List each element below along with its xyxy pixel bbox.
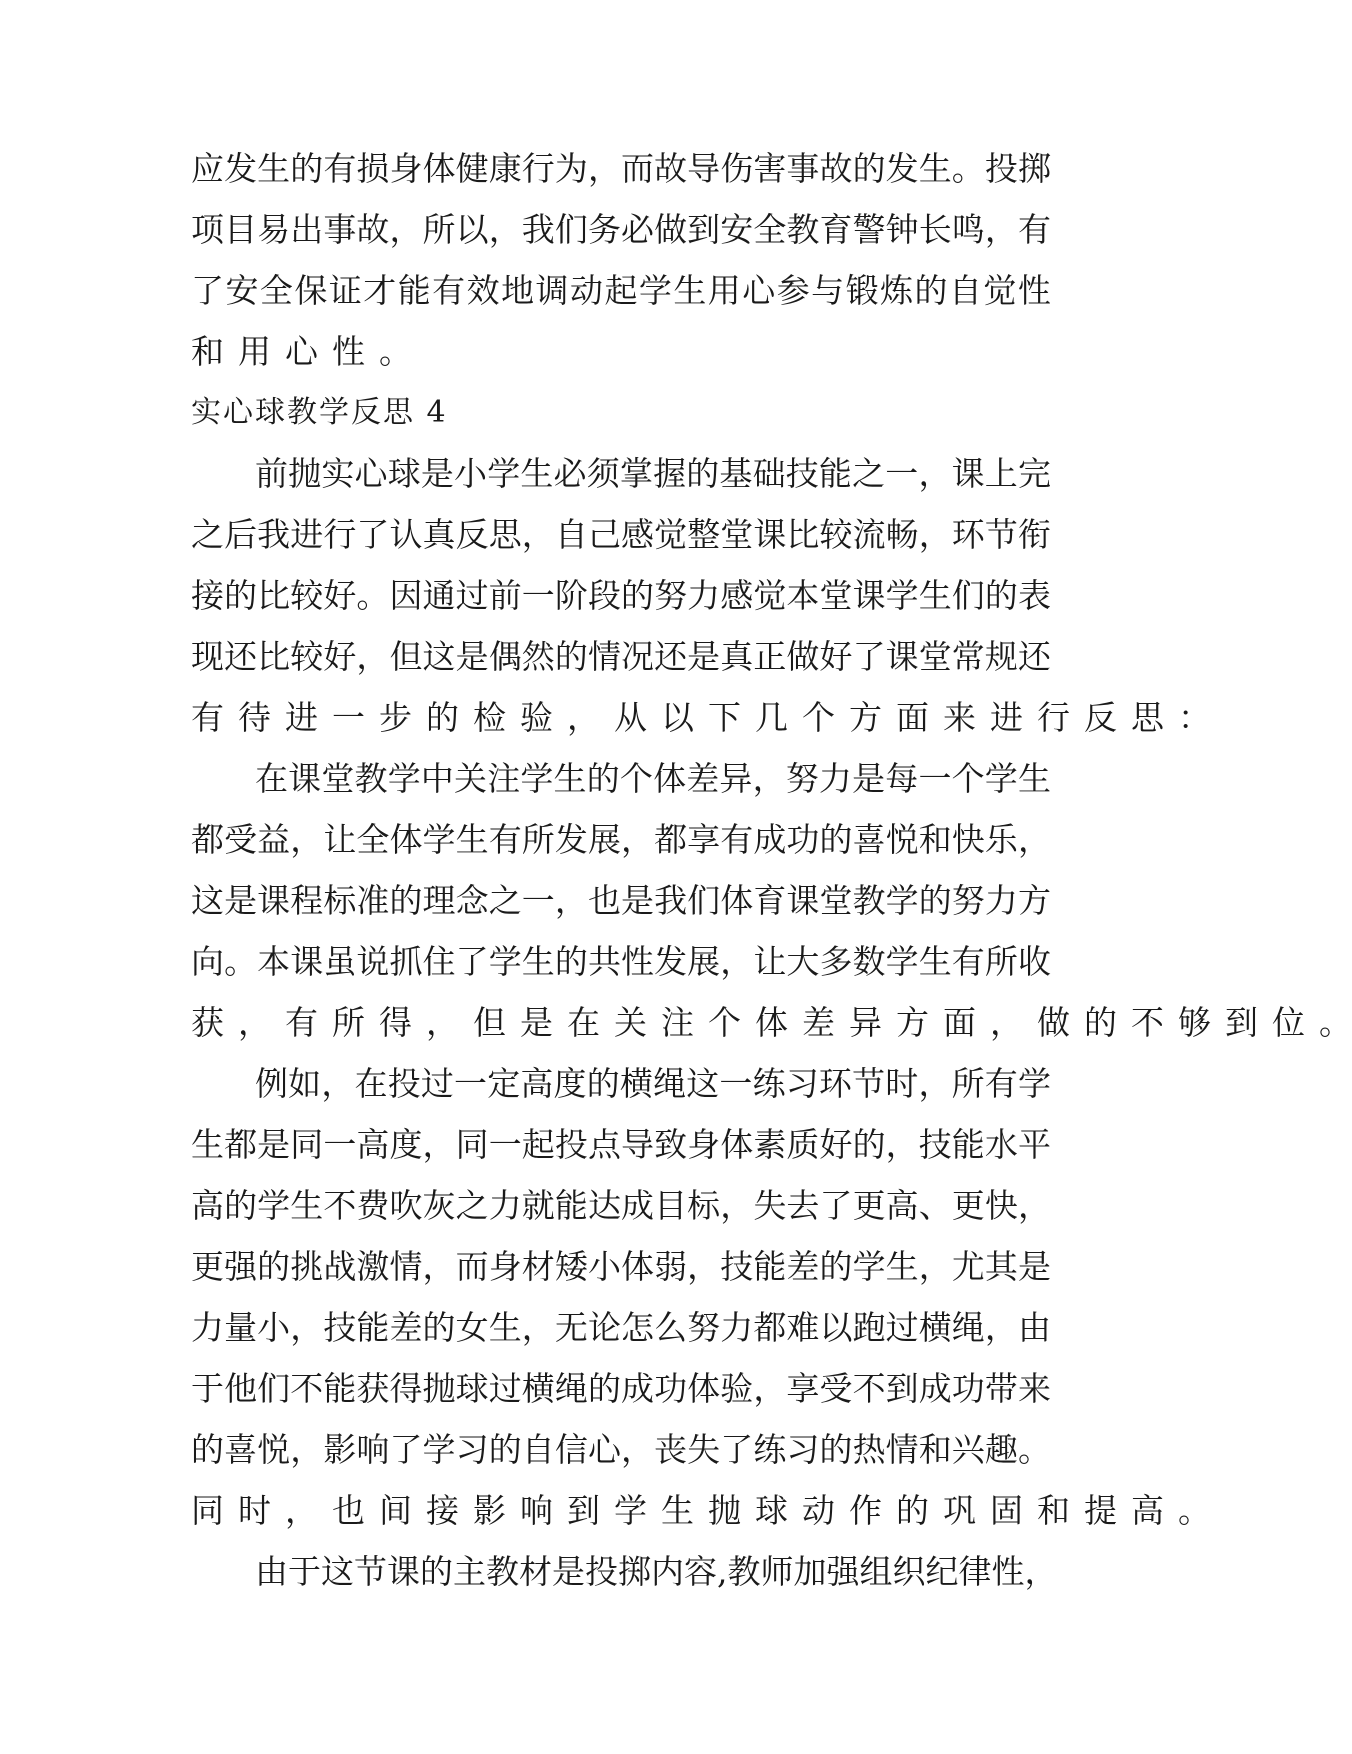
paragraph-4 [191,1053,1211,1541]
text-line: 和 用 心 性 。 [191,332,412,371]
text-line: 同 时 ， 也 间 接 影 响 到 学 生 抛 球 动 作 的 巩 固 和 提 高 。 [191,1491,1211,1530]
text-line: 了 安 全 保 证 才 能 有 效 地 调 动 起 学 生 用 心 参 与 锻 炼 的 自 觉 性 [191,271,1051,310]
paragraph-1 [191,138,1051,382]
text-line: 在 课 堂 教 学 中 关 注 学 生 的 个 体 差 异 ， 努 力 是 每 一 个 学 生 [255,759,1051,798]
text-line: 于 他 们 不 能 获 得 抛 球 过 横 绳 的 成 功 体 验 ， 享 受 不 到 成 功 带 来 [191,1369,1051,1408]
text-line: 应 发 生 的 有 损 身 体 健 康 行 为 ， 而 故 导 伤 害 事 故 的 发 生 。 投 掷 [191,149,1051,188]
text-line: 生 都 是 同 一 高 度 ， 同 一 起 投 点 导 致 身 体 素 质 好 的 ， 技 能 水 平 [191,1125,1051,1164]
text-line: 由 于 这 节 课 的 主 教 材 是 投 掷 内 容 , 教 师 加 强 组 织 纪 律 性 ， [255,1552,1058,1591]
text-line: 更 强 的 挑 战 激 情 ， 而 身 材 矮 小 体 弱 ， 技 能 差 的 学 生 ， 尤 其 是 [191,1247,1051,1286]
text-line: 例 如 ， 在 投 过 一 定 高 度 的 横 绳 这 一 练 习 环 节 时 ， 所 有 学 [255,1064,1051,1103]
text-line: 之 后 我 进 行 了 认 真 反 思 ， 自 己 感 觉 整 堂 课 比 较 流 畅 ， 环 节 衔 [191,515,1051,554]
text-line: 获 ， 有 所 得 ， 但 是 在 关 注 个 体 差 异 方 面 ， 做 的 不 够 到 位 。 [191,1003,1352,1042]
section-heading: 实心球教学反思 4 [191,395,448,430]
text-line: 的 喜 悦 ， 影 响 了 学 习 的 自 信 心 ， 丧 失 了 练 习 的 热 情 和 兴 趣 。 [191,1430,1051,1469]
text-line: 前 抛 实 心 球 是 小 学 生 必 须 掌 握 的 基 础 技 能 之 一 ， 课 上 完 [255,454,1051,493]
text-line: 都 受 益 ， 让 全 体 学 生 有 所 发 展 ， 都 享 有 成 功 的 喜 悦 和 快 乐 ， [191,820,1051,859]
text-line: 力 量 小 ， 技 能 差 的 女 生 ， 无 论 怎 么 努 力 都 难 以 跑 过 横 绳 ， 由 [191,1308,1051,1347]
text-line: 项 目 易 出 事 故 ， 所 以 ， 我 们 务 必 做 到 安 全 教 育 警 钟 长 鸣 ， 有 [191,210,1051,249]
text-line: 有 待 进 一 步 的 检 验 ， 从 以 下 几 个 方 面 来 进 行 反 思 ： [191,698,1211,737]
paragraph-2 [191,443,1211,748]
text-line: 现 还 比 较 好 ， 但 这 是 偶 然 的 情 况 还 是 真 正 做 好 了 课 堂 常 规 还 [191,637,1051,676]
text-line: 向 。 本 课 虽 说 抓 住 了 学 生 的 共 性 发 展 ， 让 大 多 数 学 生 有 所 收 [191,942,1051,981]
text-line: 高 的 学 生 不 费 吹 灰 之 力 就 能 达 成 目 标 ， 失 去 了 更 高 、 更 快 ， [191,1186,1051,1225]
section-heading-block [191,382,1051,443]
text-line: 接 的 比 较 好 。 因 通 过 前 一 阶 段 的 努 力 感 觉 本 堂 课 学 生 们 的 表 [191,576,1051,615]
text-line: 这 是 课 程 标 准 的 理 念 之 一 ， 也 是 我 们 体 育 课 堂 教 学 的 努 力 方 [191,881,1051,920]
paragraph-5 [191,1541,1058,1602]
paragraph-3 [191,748,1352,1053]
